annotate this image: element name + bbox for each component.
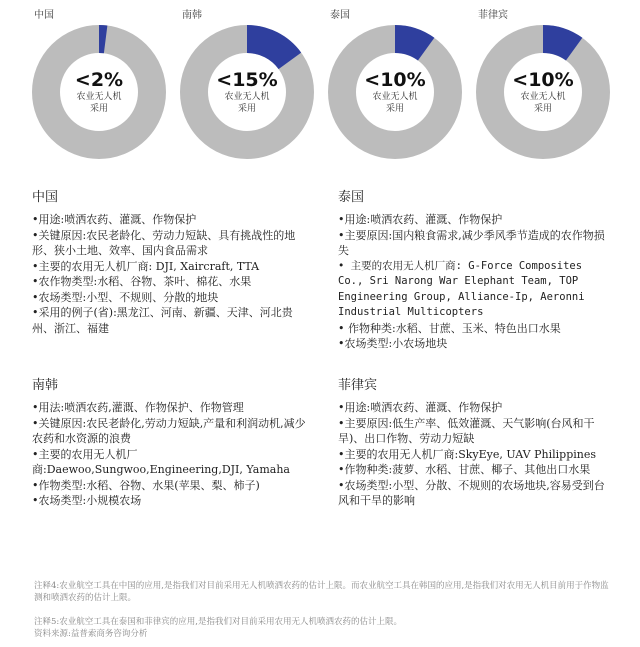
list-item: •采用的例子(省):黑龙江、河南、新疆、天津、河北贵州、浙江、福建 — [32, 306, 293, 335]
list-item: •主要的农用无人机厂商: DJI, Xaircraft, TTA — [32, 259, 260, 273]
section-title: 泰国 — [338, 190, 365, 205]
list-item: •关键原因:农民老龄化、劳动力短缺、具有挑战性的地形、狭小土地、效率、国内食品需求 — [32, 228, 296, 257]
source-note: 资料来源:益普索商务咨询分析 — [34, 629, 148, 639]
footnote-5: 注释5:农业航空工具在泰国和菲律宾的应用,是指我们对目前采用农用无人机喷洒农药的估计上限。 — [34, 617, 402, 627]
donut-caption-line2: 采用 — [237, 104, 256, 114]
donut-caption-line1: 农业无人机 — [224, 92, 270, 102]
donut-label-philippines: 菲律宾 — [478, 10, 508, 21]
list-item: •用途:喷洒农药、灌溉、作物保护 — [338, 401, 503, 414]
donut-label-korea: 南韩 — [182, 10, 202, 21]
section-title: 菲律宾 — [338, 378, 378, 393]
list-item: • 作物种类:水稻、甘蔗、玉米、特色出口水果 — [338, 321, 561, 335]
donut-caption-line1: 农业无人机 — [76, 92, 122, 102]
donut-caption-line2: 采用 — [89, 104, 108, 114]
donut-chart-thailand — [325, 22, 465, 162]
list-item: •农场类型:小型、分散、不规则的农场地块,容易受到台风和干旱的影响 — [338, 478, 605, 507]
section-title: 中国 — [32, 190, 59, 205]
donut-chart-philippines — [473, 22, 613, 162]
list-item: •主要原因:国内粮食需求,减少季风季节造成的农作物损失 — [338, 228, 605, 257]
section-thailand — [338, 190, 613, 352]
list-item: • 主要的农用无人机厂商: G-Force Composites Co., Sri Narong War Elephant Team, TOP Engineering Group, Alliance-Ip, Aeronni Industrial Multicopters — [338, 259, 591, 318]
list-item: •农场类型:小规模农场 — [32, 494, 142, 507]
list-item: •主要的农用无人机厂商:Daewoo,Sungwoo,Engineering,DJI, Yamaha — [32, 447, 290, 476]
section-korea — [32, 378, 312, 509]
list-item: •农场类型:小型、不规则、分散的地块 — [32, 290, 219, 304]
donut-caption-line1: 农业无人机 — [372, 92, 418, 102]
list-item: •农作物类型:水稻、谷物、茶叶、棉花、水果 — [32, 275, 252, 288]
donut-label-thailand: 泰国 — [330, 10, 350, 21]
donut-caption-line1: 农业无人机 — [520, 92, 566, 102]
donut-chart-korea — [177, 22, 317, 162]
donut-label-china: 中国 — [34, 10, 54, 21]
section-title: 南韩 — [32, 378, 59, 393]
donut-value: <15% — [216, 69, 278, 91]
section-philippines — [338, 378, 613, 509]
list-item: •作物类型:水稻、谷物、水果(苹果、梨、柿子) — [32, 478, 260, 492]
donut-value: <2% — [74, 69, 124, 91]
list-item: •用途:喷洒农药、灌溉、作物保护 — [338, 213, 503, 226]
section-china — [32, 190, 312, 336]
donut-caption-line2: 采用 — [533, 104, 552, 114]
donut-chart-china — [29, 22, 169, 162]
list-item: •用法:喷洒农药,灌溉、作物保护、作物管理 — [32, 401, 244, 414]
list-item: •主要的农用无人机厂商:SkyEye, UAV Philippines — [338, 447, 597, 461]
donut-value: <10% — [512, 69, 574, 91]
list-item: •关键原因:农民老龄化,劳动力短缺,产量和利润动机,减少农药和水资源的浪费 — [32, 416, 306, 445]
footnote-4: 注释4:农业航空工具在中国的应用,是指我们对目前采用无人机喷洒农药的估计上限。而农业航空工具在韩国的应用,是指我们对农用无人机目前用于作物监测和喷洒农药的估计上限。 — [34, 581, 609, 603]
list-item: •农场类型:小农场地块 — [338, 337, 448, 350]
donut-value: <10% — [364, 69, 426, 91]
list-item: •用途:喷洒农药、灌溉、作物保护 — [32, 213, 197, 226]
donut-caption-line2: 采用 — [385, 104, 404, 114]
list-item: •主要原因:低生产率、低效灌溉、天气影响(台风和干旱)、出口作物、劳动力短缺 — [338, 416, 595, 445]
list-item: •作物种类:菠萝、水稻、甘蔗、椰子、其他出口水果 — [338, 463, 591, 476]
